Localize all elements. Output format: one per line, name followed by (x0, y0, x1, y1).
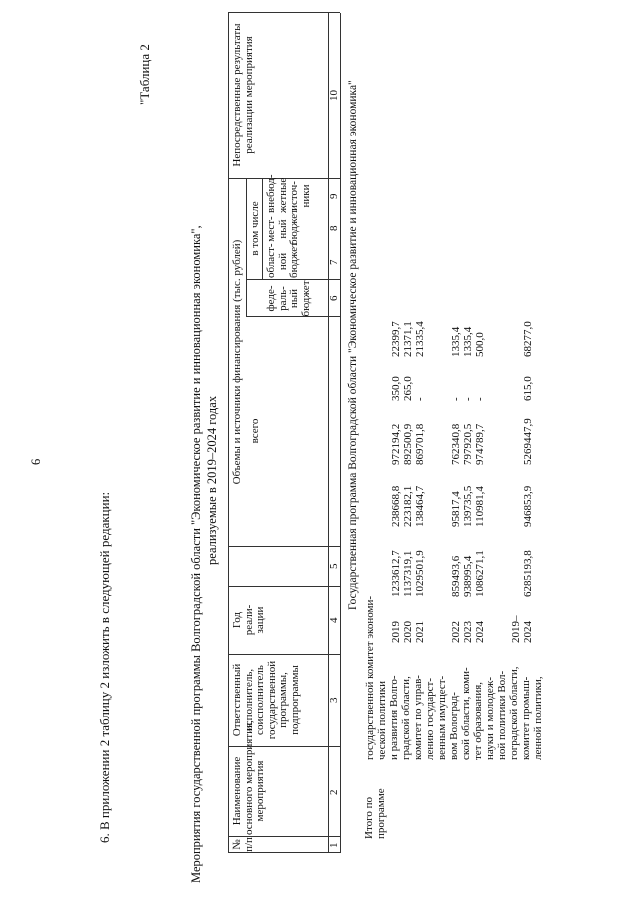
col-number-3: 3 (328, 697, 340, 703)
col-number-8: 8 (328, 225, 340, 231)
federal-column: 238668,8 223182,1 138464,7 95817,4 139735,5 110981,4 946853,9 (390, 485, 534, 527)
col-number-4: 4 (328, 617, 340, 623)
header-col2: Наименование основного мероприятия, мероприятия (231, 720, 266, 835)
header-local: мест- ный бюджет (265, 209, 300, 245)
section-title: Государственная программа Волгоградской области "Экономическое развитие и инновационная экономика" (347, 80, 359, 610)
header-results: Непосредственные результаты реализации мероприятия (231, 23, 255, 167)
header-col4: Год реали- зации (231, 604, 266, 636)
header-regional: област- ной бюджет (265, 242, 300, 278)
total-column: 1233612,7 1137319,1 1029501,9 859493,6 938995,4 1086271,1 6285193,8 (390, 550, 534, 597)
col-number-1: 1 (328, 842, 340, 848)
row-label: Итого по программе (363, 788, 387, 839)
col-number-2: 2 (328, 789, 340, 795)
col-number-9: 9 (328, 193, 340, 199)
table-title-line1: Мероприятия государственной программы Волгоградской области "Экономическое развитие и инновационная экономика", (189, 225, 203, 883)
header-finance-group: Объемы и источники финансирования (тыс. рублей) (231, 239, 243, 485)
extra-column: 22399,7 21371,1 21335,4 1335,4 1335,4 500,0 68277,0 (390, 321, 534, 357)
executors-cell: государственной комитет экономи- ческой политики и развития Волго- градской области, комитет по управ- лению государст- венным имущест- вом Волоград- ской области, коми- тет образования, науки и молодеж- ной политики Вол- гоградской области, комитет промыш- ленной политики, (364, 595, 544, 760)
col-number-5: 5 (328, 563, 340, 569)
header-in-that-number: в том числе (249, 201, 261, 256)
years-column: 2019 2020 2021 2022 2023 2024 2019– 2024 (390, 615, 534, 643)
col-number-6: 6 (328, 295, 340, 301)
header-total: всего (249, 418, 261, 444)
col-number-7: 7 (328, 259, 340, 265)
header-col3: Ответственный исполнитель, соисполнитель государственной программы, подпрограммы (231, 660, 301, 740)
regional-column: 972194,2 892500,9 869701,8 762340,8 797920,5 974789,7 5269447,9 (390, 418, 534, 465)
table-title-line2: реализуемые в 2019–2024 годах (205, 395, 219, 565)
local-column: 350,0 265,0 - - - - 615,0 (390, 376, 534, 401)
col-number-10: 10 (328, 90, 340, 101)
header-federal: феде- раль- ный бюджет (265, 280, 312, 317)
table-label: "Таблица 2 (137, 44, 152, 105)
intro-text: 6. В приложении 2 таблицу 2 изложить в следующей редакции: (97, 491, 112, 843)
header-extra: внебюд- жетные источ- ники (265, 174, 312, 213)
header-col1: № п/п (231, 837, 255, 852)
page-number: 6 (29, 458, 43, 465)
